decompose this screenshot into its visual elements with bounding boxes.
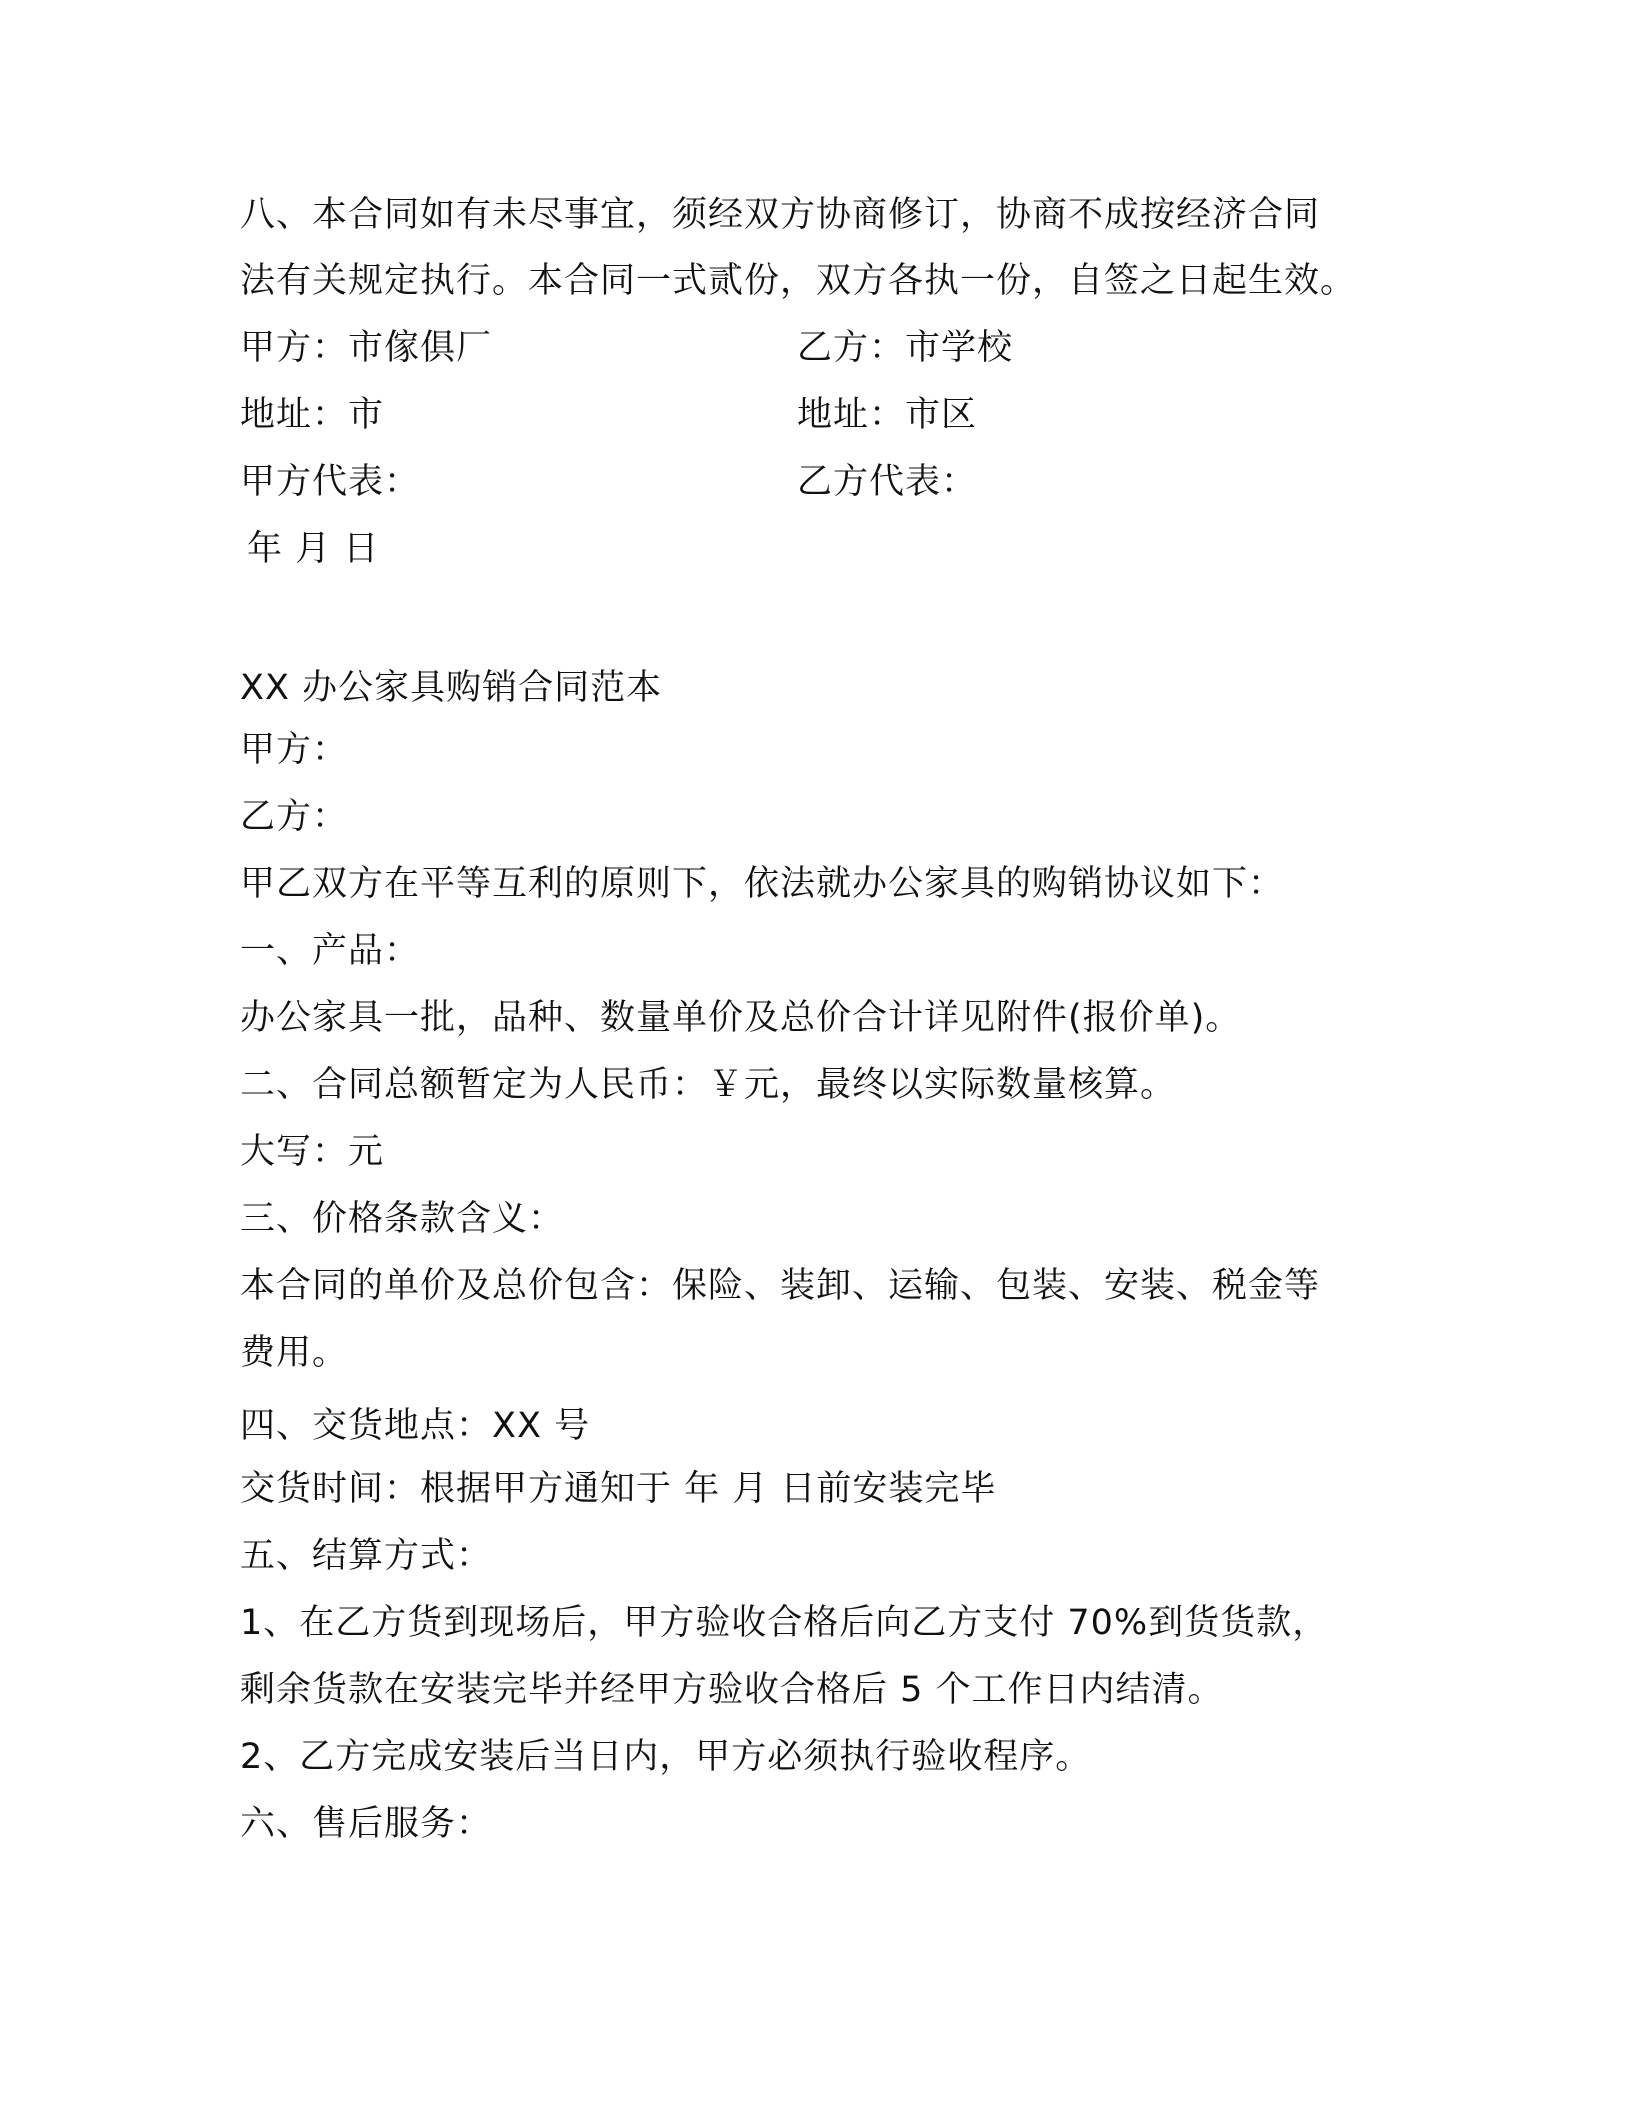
address-a: 地址：市 <box>240 395 385 435</box>
contract-intro: 甲乙双方在平等互利的原则下，依法就办公家具的购销协议如下： <box>240 864 1285 904</box>
section4-delivery-time: 交货时间：根据甲方通知于 年 月 日前安装完毕 <box>240 1469 997 1509</box>
contract-party-b: 乙方： <box>240 797 349 837</box>
party-a-signature: 甲方：市傢俱厂 <box>240 328 493 368</box>
section5-item1-line2: 剩余货款在安装完毕并经甲方验收合格后 5 个工作日内结清。 <box>240 1670 1224 1710</box>
section5-item2: 2、乙方完成安装后当日内，甲方必须执行验收程序。 <box>240 1737 1092 1777</box>
contract-title: XX 办公家具购销合同范本 <box>240 668 663 708</box>
section8-line1: 八、本合同如有未尽事宜，须经双方协商修订，协商不成按经济合同 <box>240 195 1321 235</box>
address-b: 地址：市区 <box>797 395 978 435</box>
contract-party-a: 甲方： <box>240 730 349 770</box>
section3-body-line1: 本合同的单价及总价包含：保险、装卸、运输、包装、安装、税金等 <box>240 1266 1321 1306</box>
party-b-signature: 乙方：市学校 <box>797 328 1014 368</box>
section8-line2: 法有关规定执行。本合同一式贰份，双方各执一份，自签之日起生效。 <box>240 261 1357 301</box>
section3-heading: 三、价格条款含义： <box>240 1199 565 1239</box>
section5-heading: 五、结算方式： <box>240 1536 493 1576</box>
section2-heading: 二、合同总额暂定为人民币：￥元，最终以实际数量核算。 <box>240 1065 1177 1105</box>
section4-heading: 四、交货地点：XX 号 <box>240 1406 591 1446</box>
section6-heading: 六、售后服务： <box>240 1804 493 1844</box>
section3-body-line2: 费用。 <box>240 1333 349 1373</box>
representative-b: 乙方代表： <box>797 462 978 502</box>
section1-heading: 一、产品： <box>240 931 421 971</box>
section1-body: 办公家具一批，品种、数量单价及总价合计详见附件(报价单)。 <box>240 998 1242 1038</box>
section5-item1-line1: 1、在乙方货到现场后，甲方验收合格后向乙方支付 70%到货货款， <box>240 1603 1329 1643</box>
signature-date: 年 月 日 <box>247 529 380 569</box>
representative-a: 甲方代表： <box>240 462 421 502</box>
section2-capital-amount: 大写：元 <box>240 1132 385 1172</box>
